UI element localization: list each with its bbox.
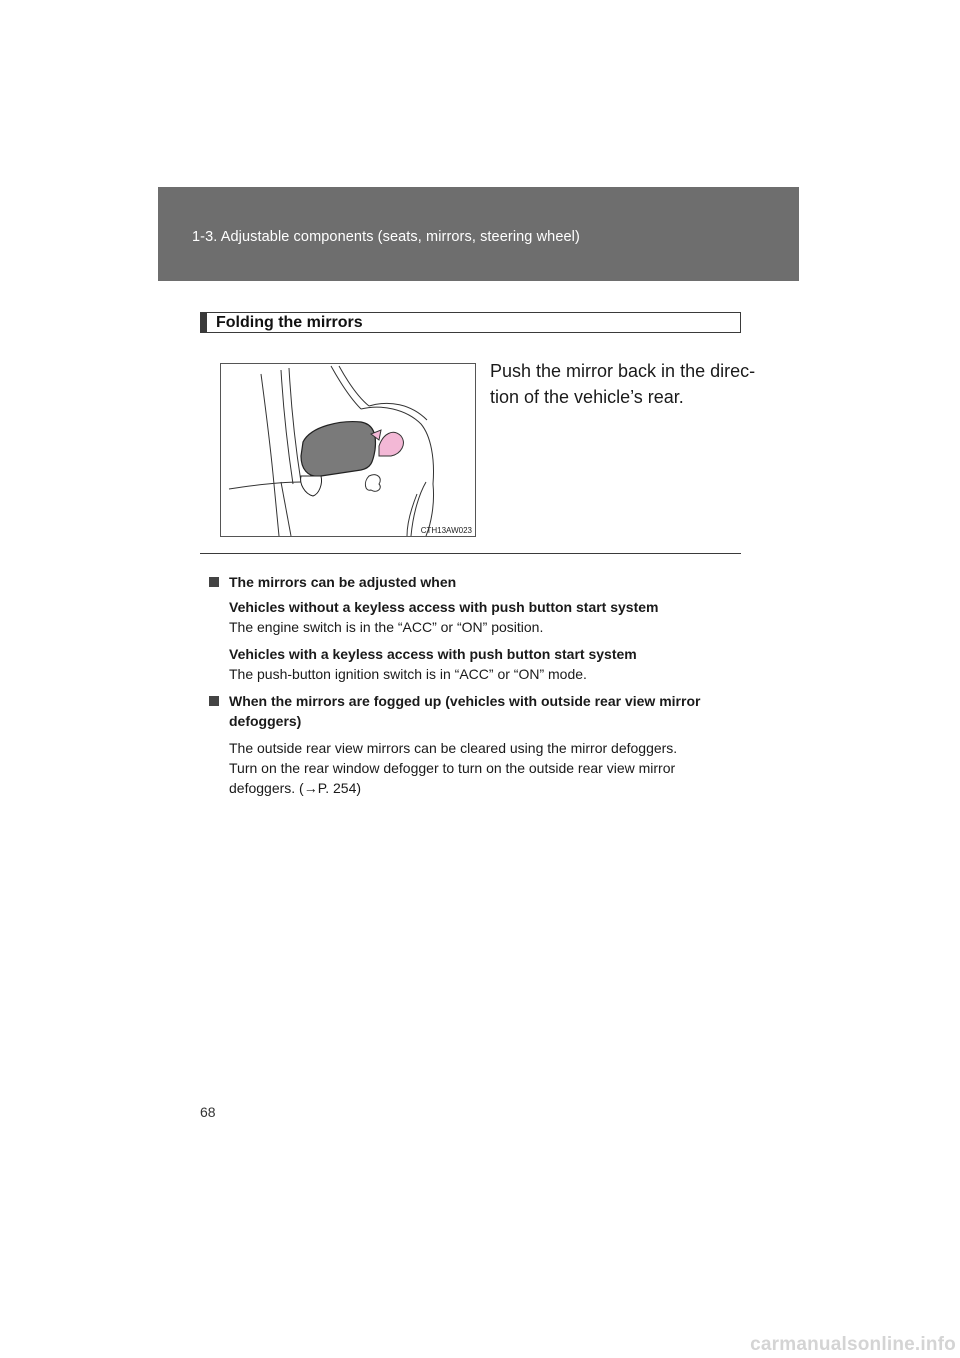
text-without-keyless: The engine switch is in the “ACC” or “ON” position. — [229, 619, 544, 635]
chapter-header-band — [158, 187, 799, 281]
fogged-body-line-1: The outside rear view mirrors can be cleared using the mirror defoggers. — [229, 740, 678, 756]
instruction-line-1: Push the mirror back in the direc- — [490, 361, 756, 381]
instruction-line-2: tion of the vehicle’s rear. — [490, 387, 684, 407]
figure-code: CTH13AW023 — [420, 526, 472, 535]
note-heading-line-1: When the mirrors are fogged up (vehicles with outside rear view mirror — [229, 693, 701, 709]
notes-section — [209, 572, 739, 798]
subheading-without-keyless: Vehicles without a keyless access with push button start system — [229, 599, 659, 615]
chapter-section-path: 1-3. Adjustable components (seats, mirrors, steering wheel) — [192, 229, 580, 245]
text-with-keyless: The push-button ignition switch is in “ACC” or “ON” mode. — [229, 666, 587, 682]
section-title: Folding the mirrors — [216, 314, 363, 331]
note-heading-line-2: defoggers) — [229, 713, 302, 729]
section-title-bar — [201, 313, 207, 332]
note-heading-text: The mirrors can be adjusted when — [229, 574, 457, 590]
side-mirror-fold-icon — [221, 364, 475, 536]
fogged-body-line-2: Turn on the rear window defogger to turn on the outside rear view mirror — [229, 760, 676, 776]
subheading-with-keyless: Vehicles with a keyless access with push button start system — [229, 646, 637, 662]
note-heading-mirrors-adjust — [209, 572, 739, 592]
note-body-fogged — [209, 738, 739, 798]
mirror-fold-illustration — [220, 363, 476, 537]
square-bullet-icon — [209, 577, 219, 587]
section-title-box — [200, 312, 741, 333]
page-number: 68 — [200, 1104, 216, 1120]
section-divider — [200, 553, 741, 554]
note-body-mirrors-adjust — [209, 597, 739, 684]
fogged-body-line-3: defoggers. (→P. 254) — [229, 780, 362, 796]
square-bullet-icon — [209, 696, 219, 706]
instruction-text — [490, 358, 756, 410]
watermark: carmanualsonline.info — [750, 1334, 956, 1355]
note-heading-fogged — [209, 691, 739, 731]
